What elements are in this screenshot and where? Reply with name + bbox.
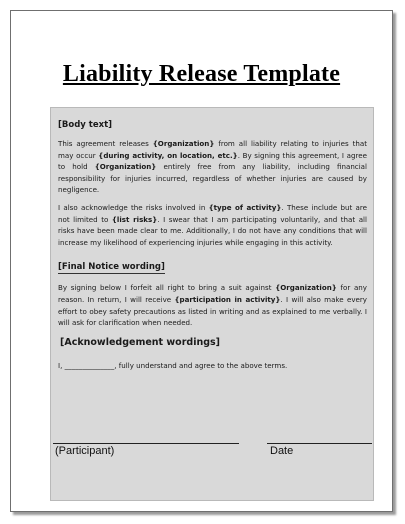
date-signature-line (267, 443, 372, 444)
text-run: from all liability relating to injuries that may occur (58, 139, 367, 160)
placeholder-type-of-activity: {type of activity} (208, 202, 282, 212)
text-run: By signing below I forfeit all right to bring a suit against (58, 283, 276, 293)
document-title: Liability Release Template (62, 61, 341, 87)
placeholder-activity-location: {during activity, on location, etc.} (98, 150, 238, 160)
placeholder-list-risks: {list risks} (111, 214, 158, 224)
placeholder-participation: {participation in activity} (174, 294, 281, 304)
text-run: for any reason. In return, I will receive (58, 283, 367, 304)
signature-row (53, 443, 348, 461)
template-body-panel (50, 107, 374, 501)
acknowledgement-text: I, ______________, fully understand and agree to the above terms. (58, 360, 288, 370)
body-paragraph-1 (58, 138, 367, 196)
date-label: Date (270, 445, 294, 457)
text-run: This agreement releases (58, 139, 153, 148)
text-run: . I will also make every effort to obey safety precautions as listed in writing and as explained to me verbally. I will ask for clarification when needed. (58, 294, 367, 328)
participant-signature-line (53, 443, 239, 444)
text-run: . These include but are not limited to (58, 202, 367, 224)
final-notice-paragraph (58, 282, 367, 328)
text-run: entirely free from any liability, including financial responsibility for injuries incurred, regardless of whether injuries are caused by negligence. (58, 162, 367, 195)
document-page (10, 10, 393, 512)
body-text-heading: [Body text] (58, 120, 113, 130)
placeholder-organization: {Organization} (275, 283, 337, 293)
placeholder-organization: {Organization} (152, 139, 215, 148)
text-run: . By signing this agreement, I agree to hold (58, 150, 367, 172)
participant-label: (Participant) (55, 445, 115, 457)
acknowledgement-heading: [Acknowledgement wordings] (60, 336, 221, 348)
placeholder-organization: {Organization} (94, 162, 157, 172)
body-paragraph-2 (58, 202, 367, 248)
text-run: . I swear that I am participating voluntarily, and that all risks have been made clear to me. Additionally, I do not have any conditions that will increase my likelihood of experiencing injuries while engaging in this activity. (58, 214, 367, 247)
text-run: I also acknowledge the risks involved in (58, 202, 209, 212)
final-notice-heading: [Final Notice wording] (58, 262, 165, 273)
